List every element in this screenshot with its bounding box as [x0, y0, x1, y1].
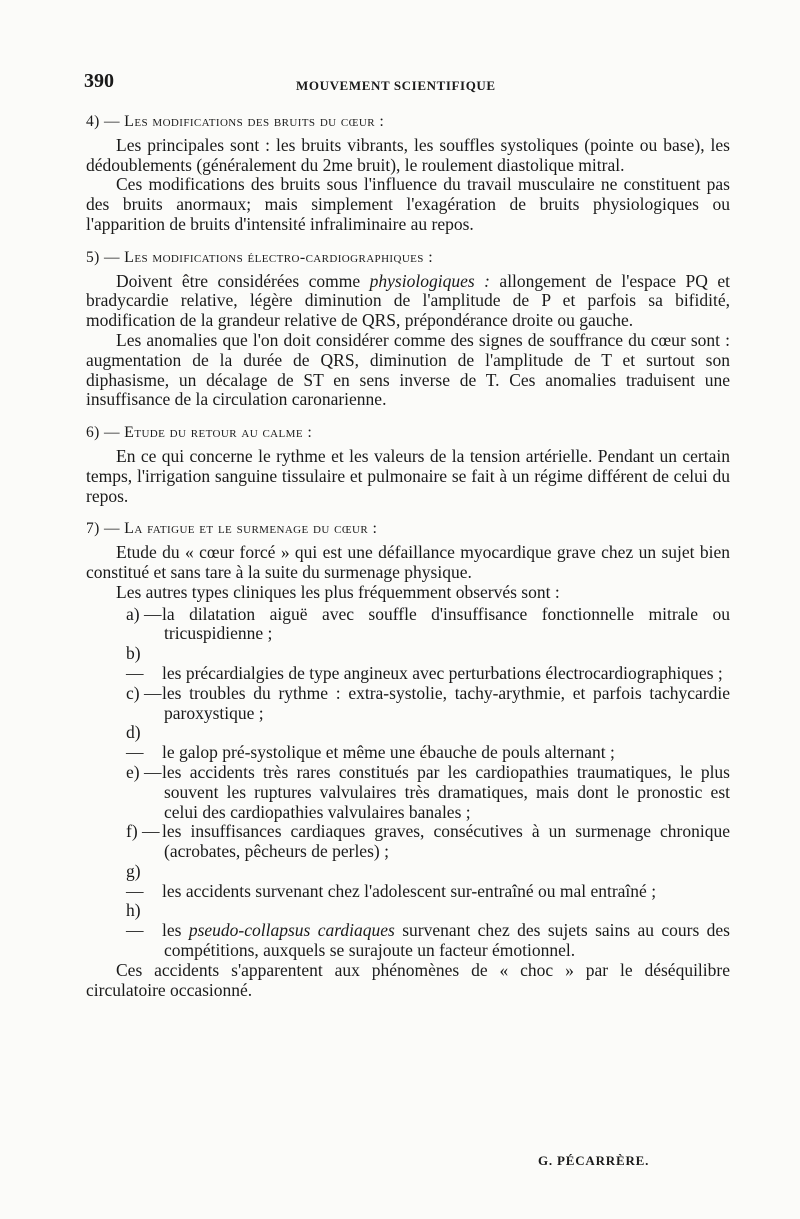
- closing-paragraph: Ces accidents s'apparentent aux phénomènes de « choc » par le déséquilibre circulatoire occasionné.: [86, 959, 730, 1000]
- list-item: [86, 862, 730, 902]
- list-item: [86, 901, 730, 960]
- paragraph: [86, 272, 730, 331]
- paragraph: En ce qui concerne le rythme et les valeurs de la tension artérielle. Pendant un certain temps, l'irrigation sanguine tissulaire et pulmonaire se fait à un régime différent de celui du repos.: [86, 445, 730, 506]
- text-run: les: [162, 920, 189, 941]
- section-heading: [86, 112, 730, 132]
- section-heading: [86, 423, 730, 443]
- heading-title: Les modifications des bruits du cœur :: [124, 113, 385, 130]
- clinical-types-list: [86, 605, 730, 961]
- article-body: [86, 112, 730, 1013]
- heading-title: La fatigue et le surmenage du cœur :: [124, 520, 378, 538]
- paragraph: Les autres types cliniques les plus fréquemment observés sont :: [116, 581, 560, 602]
- section-heading: [86, 248, 730, 268]
- list-item: [86, 644, 730, 684]
- section-7: [86, 519, 730, 1000]
- emphasis-text: pseudo-collapsus cardiaques: [188, 920, 395, 941]
- list-item-text: les accidents très rares constitués par les cardiopathies traumatiques, le plus souvent les ruptures valvulaires très dramatiques, mais dont le pronostic est celui des cardiopathies valvulaires banales ;: [162, 761, 730, 822]
- author-signature: G. PÉCARRÈRE.: [538, 1153, 650, 1168]
- list-item: [86, 684, 730, 724]
- list-marker: h) —: [126, 900, 144, 941]
- text-run: survenant chez des sujets sains au cours des compétitions, auxquels se surajoute un facteur émotionnel.: [164, 920, 730, 961]
- list-marker: a) —: [126, 603, 162, 624]
- list-item-text: les troubles du rythme : extra-systolie, tachy-arythmie, et parfois tachycardie paroxystique ;: [162, 682, 730, 723]
- list-item-text: les précardialgies de type angineux avec perturbations électrocardiographiques ;: [162, 662, 723, 683]
- list-item-text: les insuffisances cardiaques graves, consécutives à un surmenage chronique (acrobates, pêcheurs de perles) ;: [162, 821, 730, 862]
- paragraph: Etude du « cœur forcé » qui est une défaillance myocardique grave chez un sujet bien constitué et sans tare à la suite du surmenage physique.: [86, 542, 730, 582]
- section-4: [86, 112, 730, 235]
- text-run: Doivent être considérées comme: [116, 270, 370, 291]
- heading-number: 7) —: [86, 520, 120, 538]
- list-item-text: les accidents survenant chez l'adolescent sur-entraîné ou mal entraîné ;: [162, 880, 657, 901]
- running-header: MOUVEMENT SCIENTIFIQUE: [296, 78, 496, 93]
- list-marker: f) —: [126, 821, 160, 842]
- list-item: [86, 822, 730, 862]
- heading-title: Les modifications électro-cardiographiques :: [124, 248, 434, 266]
- list-item: [86, 605, 730, 645]
- page-number: 390: [84, 70, 114, 92]
- section-6: [86, 423, 730, 506]
- list-item: [86, 723, 730, 763]
- list-item: [86, 763, 730, 822]
- list-item-text: le galop pré-systolique et même une ébauche de pouls alternant ;: [162, 742, 615, 763]
- section-heading: [86, 519, 730, 539]
- emphasis-text: physiologiques :: [369, 270, 490, 291]
- paragraph: Les principales sont : les bruits vibrants, les souffles systoliques (pointe ou base), les dédoublements (généralement du 2me bruit), le roulement diastolique mitral.: [86, 134, 730, 175]
- heading-number: 6) —: [86, 424, 120, 442]
- list-item-text: la dilatation aiguë avec souffle d'insuffisance fonctionnelle mitrale ou tricuspidienne ;: [162, 603, 730, 644]
- paragraph: Ces modifications des bruits sous l'influence du travail musculaire ne constituent pas des bruits anormaux; mais simplement l'exagération de bruits physiologiques ou l'apparition de bruits d'intensité infraliminaire au repos.: [86, 174, 730, 234]
- list-marker: b) —: [126, 643, 144, 683]
- heading-title: Etude du retour au calme :: [124, 424, 313, 442]
- section-5: [86, 248, 730, 410]
- list-marker: d) —: [126, 722, 144, 763]
- list-marker: c) —: [126, 682, 162, 703]
- heading-number: 4) —: [86, 113, 120, 130]
- paragraph: Les anomalies que l'on doit considérer comme des signes de souffrance du cœur sont : augmentation de la durée de QRS, diminution de l'amplitude de T et surtout son diphasisme, un décalage de ST en sens inverse de T. Ces anomalies traduisent une insuffisance de la circulation caronarienne.: [86, 329, 730, 410]
- list-marker: e) —: [126, 761, 162, 782]
- list-marker: g) —: [126, 860, 144, 901]
- text-run: allongement de l'espace PQ et bradycardie relative, légère diminution de l'amplitude de P et parfois sa bifidité, modification de la grandeur relative de QRS, prépondérance droite ou gauche.: [86, 270, 730, 331]
- heading-number: 5) —: [86, 248, 120, 266]
